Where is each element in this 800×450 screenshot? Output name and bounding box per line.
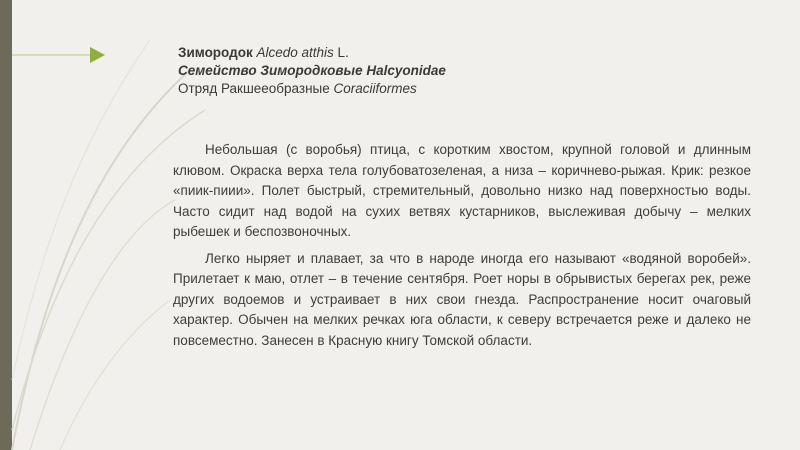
- order-name: Отряд Ракшееобразные: [178, 81, 330, 96]
- green-accent-triangle: [0, 0, 110, 90]
- order-latin-name: Coraciiformes: [333, 81, 417, 96]
- species-common-name: Зимородок: [178, 45, 253, 60]
- species-name-line: [178, 44, 738, 62]
- description-paragraph: Легко ныряет и плавает, за что в народе иногда его называют «водяной воробей». Прилетает к маю, отлет – в течение сентября. Роет норы в обрывистых берегах рек, реже других водоемов и устраивает в них свои гнезда. Распространение носит очаговый характер. Обычен на мелких речках юга области, к северу встречается реже и далеко не повсеместно. Занесен в Красную книгу Томской области.: [173, 250, 751, 348]
- species-heading: [178, 44, 738, 98]
- species-latin-name: Alcedo atthis: [256, 45, 334, 60]
- family-line: Семейство Зимородковые Halcyonidae: [178, 63, 446, 78]
- description-text: [173, 140, 751, 357]
- description-paragraph: Небольшая (с воробья) птица, с коротким хвостом, крупной головой и длинным клювом. Окраска верха тела голубоватозеленая, а низа – коричнево-рыжая. Крик: резкое «пиик-пиии». Полет быстрый, стремительный, довольно низко над поверхностью воды. Часто сидит над водой на сухих ветвях кустарников, выслеживая добычу – мелких рыбешек и беспозвоночных.: [173, 142, 751, 239]
- order-line: [178, 80, 738, 98]
- species-author: L.: [337, 45, 349, 60]
